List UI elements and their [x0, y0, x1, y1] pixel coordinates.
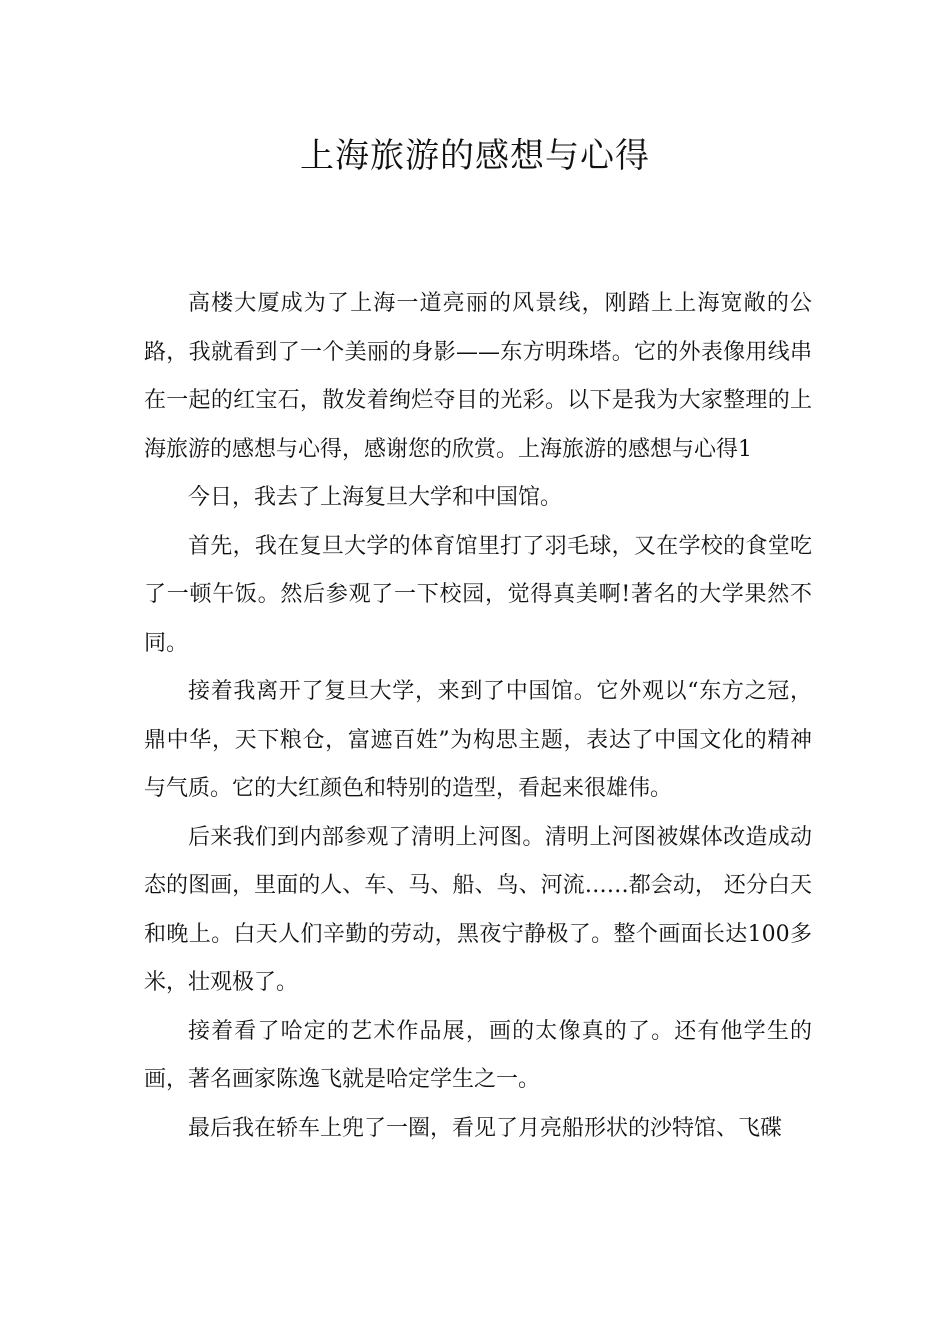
paragraph-china-pavilion: 接着我离开了复旦大学，来到了中国馆。它外观以“东方之冠，鼎中华，天下粮仓，富遮百姓”为构思主题，表达了中国文化的精神与气质。它的大红颜色和特别的造型，看起来很雄伟。	[144, 679, 812, 801]
paragraph-harding: 接着看了哈定的艺术作品展，画的太像真的了。还有他学生的画，著名画家陈逸飞就是哈定学生之一。	[144, 1018, 812, 1092]
paragraph-qingming: 后来我们到内部参观了清明上河图。清明上河图被媒体改造成动态的图画，里面的人、车、马、船、鸟、河流……都会动， 还分白天和晚上。白天人们辛勤的劳动，黑夜宁静极了。整个画面长达100多米，壮观极了。	[144, 824, 812, 995]
document-body	[144, 280, 812, 1153]
paragraph-fudan: 首先，我在复旦大学的体育馆里打了羽毛球，又在学校的食堂吃了一顿午饭。然后参观了一下校园，觉得真美啊!著名的大学果然不同。	[144, 533, 812, 656]
paragraph-visit: 今日，我去了上海复旦大学和中国馆。	[188, 485, 563, 510]
document-title: 上海旅游的感想与心得	[300, 136, 650, 176]
paragraph-final: 最后我在轿车上兜了一圈，看见了月亮船形状的沙特馆、飞碟	[188, 1115, 783, 1141]
paragraph-intro: 高楼大厦成为了上海一道亮丽的风景线，刚踏上上海宽敞的公路，我就看到了一个美丽的身影——东方明珠塔。它的外表像用线串在一起的红宝石，散发着绚烂夺目的光彩。以下是我为大家整理的上海旅游的感想与心得，感谢您的欣赏。上海旅游的感想与心得1	[144, 291, 812, 462]
